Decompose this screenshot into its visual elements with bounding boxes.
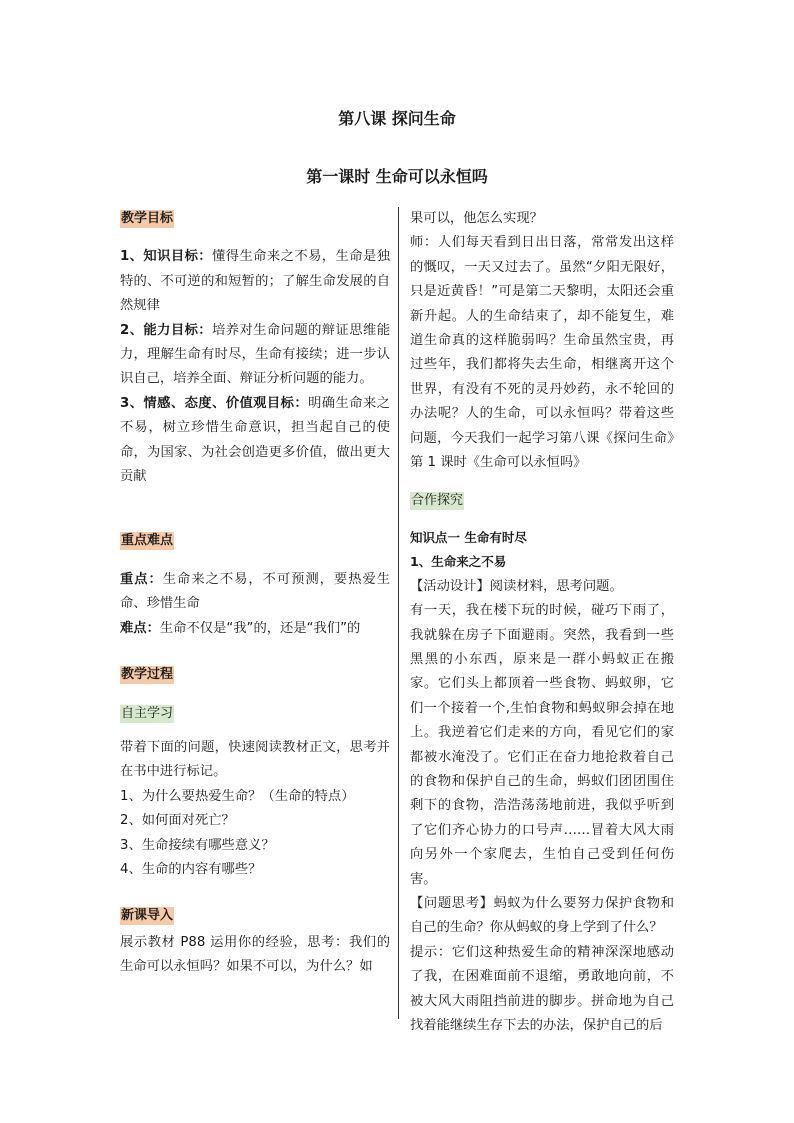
goal-attitude bbox=[120, 392, 390, 490]
goal3-text: 明确生命来之不易，树立珍惜生命意识，担当起自己的使命，为国家、为社会创造更多价值，做出更大贡献 bbox=[120, 395, 390, 485]
reading-material: 有一天，我在楼下玩的时候，碰巧下雨了，我就躲在房子下面避雨。突然，我看到一些黑黑的小东西，原来是一群小蚂蚁正在搬家。它们头上都顶着一些食物、蚂蚁卵，它们一个接着一个,生怕食物和蚂蚁卵会掉在地上。我逆着它们走来的方向，看见它们的家都被水淹没了。它们正在奋力地抢救着自己的食物和保护自己的生命，蚂蚁们团团围住剩下的食物，浩浩荡荡地前进，我似乎听到了它们齐心协力的口号声……冒着大风大雨向另外一个家爬去，生怕自己受到任何伤害。 bbox=[410, 603, 674, 887]
knowledge-point-sub: 1、生命来之不易 bbox=[410, 554, 507, 570]
right-column bbox=[410, 207, 674, 1038]
intro-text: 展示教材 P88 运用你的经验，思考：我们的生命可以永恒吗？如果不可以，为什么？如 bbox=[120, 934, 390, 975]
question-thinking: 【问题思考】蚂蚁为什么要努力保护食物和自己的生命？你从蚂蚁的身上学到了什么？ bbox=[410, 895, 674, 936]
section-label-process: 教学过程 bbox=[121, 667, 174, 683]
goal2-prefix: 2、能力目标： bbox=[120, 322, 213, 338]
continued-text: 果可以，他怎么实现？ bbox=[410, 211, 543, 226]
goal1-prefix: 1、知识目标： bbox=[120, 249, 213, 265]
teacher-intro: 师：人们每天看到日出日落，常常发出这样的慨叹，一天又过去了。虽然“夕阳无限好，只是近黄昏！”可是第二天黎明，太阳还会重新升起。人的生命结束了，却不能复生，难道生命真的这样脆弱吗？生命虽然宝贵，再过些年，我们都将失去生命，相继离开这个世界，有没有不死的灵丹妙药，永不轮回的办法呢？人的生命，可以永恒吗？带着这些问题，今天我们一起学习第八课《探问生命》第 1 课时《生命可以永恒吗》 bbox=[410, 235, 674, 471]
left-column bbox=[120, 207, 390, 980]
goal-ability bbox=[120, 319, 390, 392]
key-point bbox=[120, 568, 390, 617]
knowledge-point-title: 知识点一 生命有时尽 bbox=[410, 529, 527, 545]
self-study-intro: 带着下面的问题，快速阅读教材正文，思考并在书中进行标记。 bbox=[120, 739, 390, 780]
question-1: 1、为什么要热爱生命？（生命的特点） bbox=[120, 788, 355, 804]
section-label-key: 重点难点 bbox=[121, 533, 174, 549]
question-3: 3、生命接续有哪些意义？ bbox=[120, 837, 275, 853]
difficult-point bbox=[120, 617, 390, 641]
question-4: 4、生命的内容有哪些？ bbox=[120, 861, 262, 877]
key-prefix: 重点： bbox=[120, 571, 163, 587]
section-label-cooperation: 合作探究 bbox=[411, 493, 464, 509]
goal3-prefix: 3、情感、态度、价值观目标： bbox=[120, 395, 309, 411]
lesson-title: 第八课 探问生命 bbox=[338, 109, 456, 128]
diff-text: 生命不仅是“我”的，还是“我们”的 bbox=[159, 620, 361, 636]
section-label-self-study: 自主学习 bbox=[121, 705, 174, 721]
goal-knowledge bbox=[120, 245, 390, 318]
section-label-intro: 新课导入 bbox=[121, 908, 174, 924]
column-divider bbox=[398, 207, 399, 1019]
diff-prefix: 难点： bbox=[120, 620, 160, 636]
section-label-goals: 教学目标 bbox=[121, 211, 174, 226]
key-text: 生命来之不易，不可预测，要热爱生命、珍惜生命 bbox=[120, 571, 391, 612]
goal1-text: 懂得生命来之不易，生命是独特的、不可逆的和短暂的；了解生命发展的自然规律 bbox=[120, 249, 390, 314]
question-2: 2、如何面对死亡？ bbox=[120, 813, 235, 829]
period-title: 第一课时 生命可以永恒吗 bbox=[306, 167, 488, 186]
hint-text: 提示：它们这种热爱生命的精神深深地感动了我，在困难面前不退缩，勇敢地向前，不被大风大雨阻挡前进的脚步。拼命地为自己找着能继续生存下去的办法，保护自己的后 bbox=[410, 944, 674, 1033]
goal2-text: 培养对生命问题的辩证思维能力，理解生命有时尽，生命有接续；进一步认识自己，培养全面、辩证分析问题的能力。 bbox=[120, 322, 390, 387]
activity-design: 【活动设计】阅读材料，思考问题。 bbox=[410, 578, 623, 594]
